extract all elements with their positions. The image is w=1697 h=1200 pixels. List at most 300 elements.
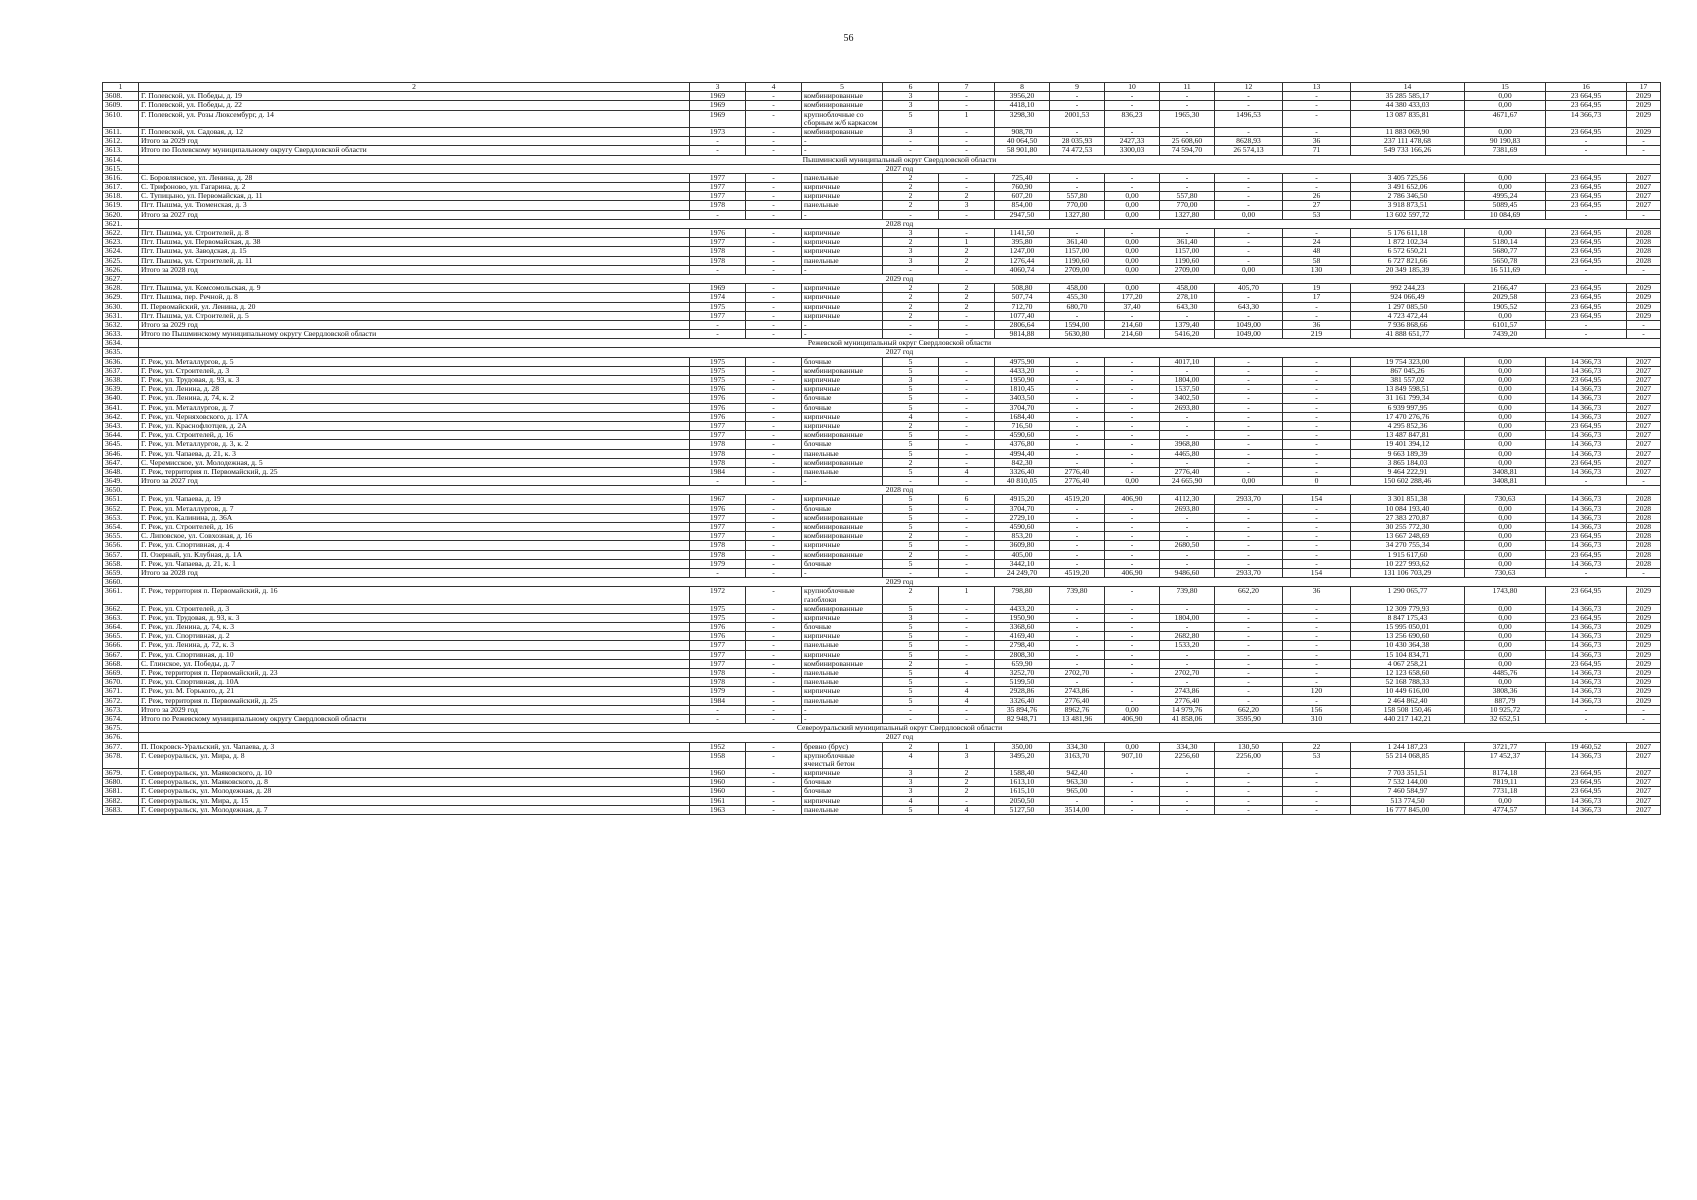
value-cell: 2 (883, 311, 939, 320)
value-cell: 71 (1283, 146, 1351, 155)
value-cell: 5 (883, 440, 939, 449)
value-cell: 214,60 (1105, 320, 1160, 329)
wall-material-cell: кирпичные (802, 495, 883, 504)
value-cell: - (939, 632, 995, 641)
value-cell: 0,00 (1465, 376, 1546, 385)
value-cell: 4433,20 (995, 604, 1050, 613)
value-cell: - (1050, 541, 1105, 550)
value-cell: - (1215, 604, 1283, 613)
value-cell: 10 227 993,62 (1351, 559, 1465, 568)
value-cell: 1 872 102,34 (1351, 238, 1465, 247)
value-cell: 90 190,83 (1465, 137, 1546, 146)
value-cell: - (690, 568, 746, 577)
value-cell: 3298,30 (995, 110, 1050, 127)
value-cell: - (1050, 101, 1105, 110)
wall-material-cell: - (802, 320, 883, 329)
value-cell: 854,00 (995, 201, 1050, 210)
value-cell: - (1283, 559, 1351, 568)
value-cell: 1967 (690, 495, 746, 504)
value-cell: 23 664,95 (1546, 769, 1627, 778)
value-cell: - (1283, 550, 1351, 559)
value-cell: 23 664,95 (1546, 247, 1627, 256)
table-row (103, 431, 1661, 440)
value-cell: 3609,80 (995, 541, 1050, 550)
value-cell: 82 948,71 (995, 714, 1050, 723)
value-cell: 2028 (1627, 523, 1661, 532)
value-cell: 2027 (1627, 751, 1661, 768)
value-cell: 48 (1283, 247, 1351, 256)
value-cell: 965,00 (1050, 787, 1105, 796)
wall-material-cell: кирпичные (802, 311, 883, 320)
value-cell: 4671,67 (1465, 110, 1546, 127)
value-cell: - (1215, 92, 1283, 101)
value-cell: 2933,70 (1215, 568, 1283, 577)
value-cell: - (1160, 769, 1215, 778)
value-cell: 3968,80 (1160, 440, 1215, 449)
value-cell: - (939, 559, 995, 568)
value-cell: - (1105, 523, 1160, 532)
value-cell: 1958 (690, 751, 746, 768)
value-cell: - (746, 403, 802, 412)
value-cell: 2 (883, 587, 939, 604)
section-heading: 2029 год (139, 578, 1661, 587)
value-cell: 2928,86 (995, 687, 1050, 696)
value-cell: 1975 (690, 357, 746, 366)
value-cell: 0,00 (1465, 385, 1546, 394)
value-cell: 23 664,95 (1546, 550, 1627, 559)
value-cell: - (746, 192, 802, 201)
value-cell: - (1105, 805, 1160, 814)
value-cell: 35 285 585,17 (1351, 92, 1465, 101)
value-cell: - (1105, 550, 1160, 559)
value-cell: - (1215, 412, 1283, 421)
value-cell: 9814,88 (995, 330, 1050, 339)
value-cell: 1327,80 (1050, 210, 1105, 219)
row-number: 3664. (103, 623, 139, 632)
value-cell: 4 (939, 467, 995, 476)
table-row (103, 650, 1661, 659)
row-number: 3666. (103, 641, 139, 650)
value-cell: - (1627, 265, 1661, 274)
value-cell: - (1215, 467, 1283, 476)
value-cell: - (1050, 458, 1105, 467)
row-number: 3677. (103, 742, 139, 751)
row-number: 3673. (103, 705, 139, 714)
wall-material-cell: кирпичные (802, 687, 883, 696)
value-cell: - (746, 541, 802, 550)
value-cell: - (1283, 541, 1351, 550)
row-number: 3682. (103, 796, 139, 805)
address-cell: Пгт. Пышма, ул. Строителей, д. 5 (139, 311, 690, 320)
table-row (103, 751, 1661, 768)
value-cell: - (1050, 449, 1105, 458)
address-cell: Г. Реж, ул. Краснофлотцев, д. 2А (139, 421, 690, 430)
value-cell: 19 (1283, 284, 1351, 293)
value-cell: - (690, 137, 746, 146)
address-cell: С. Боровлянское, ул. Ленина, д. 28 (139, 173, 690, 182)
address-cell: Итого за 2027 год (139, 477, 690, 486)
value-cell: 5 (883, 623, 939, 632)
value-cell: 2028 (1627, 256, 1661, 265)
value-cell: 739,80 (1160, 587, 1215, 604)
value-cell: - (1160, 127, 1215, 136)
value-cell: 8962,76 (1050, 705, 1105, 714)
value-cell: 36 (1283, 320, 1351, 329)
value-cell: - (746, 504, 802, 513)
value-cell: 1977 (690, 513, 746, 522)
value-cell: 1978 (690, 440, 746, 449)
wall-material-cell: кирпичные (802, 293, 883, 302)
value-cell: - (1283, 458, 1351, 467)
wall-material-cell: - (802, 568, 883, 577)
wall-material-cell: крупноблочные со сборным ж/б каркасом (802, 110, 883, 127)
value-cell: 1976 (690, 412, 746, 421)
wall-material-cell: - (802, 210, 883, 219)
value-cell: - (1283, 787, 1351, 796)
value-cell: 2028 (1627, 541, 1661, 550)
value-cell: - (1215, 192, 1283, 201)
value-cell: - (1105, 458, 1160, 467)
wall-material-cell: комбинированные (802, 604, 883, 613)
value-cell: 4590,60 (995, 431, 1050, 440)
value-cell: 58 (1283, 256, 1351, 265)
value-cell: - (939, 513, 995, 522)
wall-material-cell: комбинированные (802, 127, 883, 136)
value-cell: 1974 (690, 293, 746, 302)
value-cell: - (939, 431, 995, 440)
value-cell: 1960 (690, 778, 746, 787)
address-cell: Г. Североуральск, ул. Молодежная, д. 28 (139, 787, 690, 796)
value-cell: - (1105, 403, 1160, 412)
value-cell: 2 (939, 778, 995, 787)
value-cell: 1977 (690, 311, 746, 320)
value-cell: 27 (1283, 201, 1351, 210)
wall-material-cell: кирпичные (802, 421, 883, 430)
value-cell: - (1215, 421, 1283, 430)
value-cell: - (1050, 412, 1105, 421)
value-cell: 6101,57 (1465, 320, 1546, 329)
value-cell: - (939, 550, 995, 559)
value-cell: - (939, 146, 995, 155)
wall-material-cell: - (802, 705, 883, 714)
value-cell: 2 (883, 550, 939, 559)
value-cell: - (1215, 376, 1283, 385)
value-cell: 26 (1283, 192, 1351, 201)
value-cell: 1247,00 (995, 247, 1050, 256)
value-cell: 730,63 (1465, 568, 1546, 577)
value-cell: - (1105, 173, 1160, 182)
value-cell: 0,00 (1465, 311, 1546, 320)
value-cell: - (1283, 311, 1351, 320)
section-heading: 2028 год (139, 219, 1661, 228)
value-cell: - (1215, 394, 1283, 403)
address-cell: Г. Реж, ул. Строителей, д. 3 (139, 604, 690, 613)
value-cell: 1975 (690, 366, 746, 375)
value-cell: - (1050, 523, 1105, 532)
address-cell: Г. Реж, ул. Спортивная, д. 2 (139, 632, 690, 641)
table-row (103, 238, 1661, 247)
value-cell: 3368,60 (995, 623, 1050, 632)
value-cell: - (1160, 678, 1215, 687)
wall-material-cell: блочные (802, 440, 883, 449)
value-cell: - (1160, 311, 1215, 320)
value-cell: - (1050, 183, 1105, 192)
value-cell: 2 (939, 284, 995, 293)
value-cell: 1960 (690, 787, 746, 796)
row-number: 3683. (103, 805, 139, 814)
value-cell: - (1105, 687, 1160, 696)
value-cell: 74 594,70 (1160, 146, 1215, 155)
value-cell: 2702,70 (1160, 669, 1215, 678)
column-number-header: 13 (1283, 83, 1351, 92)
value-cell: 2028 (1627, 238, 1661, 247)
value-cell: 5 (883, 394, 939, 403)
column-number-header: 12 (1215, 83, 1283, 92)
value-cell: - (1215, 458, 1283, 467)
value-cell: - (1283, 127, 1351, 136)
value-cell: 0 (1283, 477, 1351, 486)
row-number: 3669. (103, 669, 139, 678)
value-cell: 0,00 (1465, 632, 1546, 641)
value-cell: 5127,50 (995, 805, 1050, 814)
value-cell: - (746, 669, 802, 678)
value-cell: - (690, 330, 746, 339)
value-cell: 9486,60 (1160, 568, 1215, 577)
value-cell: - (746, 705, 802, 714)
value-cell: 14 366,73 (1546, 431, 1627, 440)
row-number: 3622. (103, 229, 139, 238)
row-number: 3647. (103, 458, 139, 467)
value-cell: - (1105, 366, 1160, 375)
value-cell: - (1105, 678, 1160, 687)
value-cell: 3403,50 (995, 394, 1050, 403)
value-cell: 458,00 (1050, 284, 1105, 293)
value-cell: 13 849 598,51 (1351, 385, 1465, 394)
value-cell: 3163,70 (1050, 751, 1105, 768)
value-cell: 5 (883, 495, 939, 504)
value-cell: - (1105, 412, 1160, 421)
table-row (103, 604, 1661, 613)
value-cell: - (1215, 311, 1283, 320)
value-cell: 1976 (690, 623, 746, 632)
value-cell: 53 (1283, 210, 1351, 219)
value-cell: - (939, 458, 995, 467)
value-cell: 16 511,69 (1465, 265, 1546, 274)
value-cell: - (746, 523, 802, 532)
address-cell: Г. Реж, ул. Металлургов, д. 3, к. 2 (139, 440, 690, 449)
value-cell: 659,90 (995, 659, 1050, 668)
wall-material-cell: комбинированные (802, 550, 883, 559)
row-number: 3650. (103, 486, 139, 495)
value-cell: 3514,00 (1050, 805, 1105, 814)
value-cell: - (1105, 421, 1160, 430)
value-cell: 12 123 658,60 (1351, 669, 1465, 678)
value-cell: - (746, 146, 802, 155)
value-cell: - (939, 210, 995, 219)
section-heading: Режевской муниципальный округ Свердловской области (139, 339, 1661, 348)
value-cell: 23 664,95 (1546, 532, 1627, 541)
value-cell: - (1105, 101, 1160, 110)
row-number: 3612. (103, 137, 139, 146)
value-cell: 23 664,95 (1546, 376, 1627, 385)
value-cell: 2027 (1627, 458, 1661, 467)
value-cell: 2027 (1627, 769, 1661, 778)
value-cell: - (746, 357, 802, 366)
value-cell: - (939, 92, 995, 101)
value-cell: - (1283, 440, 1351, 449)
value-cell: - (1105, 513, 1160, 522)
value-cell: 278,10 (1160, 293, 1215, 302)
value-cell: - (1627, 137, 1661, 146)
table-row (103, 92, 1661, 101)
value-cell: 44 380 433,03 (1351, 101, 1465, 110)
value-cell: 3326,40 (995, 467, 1050, 476)
value-cell: - (1215, 440, 1283, 449)
address-cell: Г. Североуральск, ул. Молодежная, д. 7 (139, 805, 690, 814)
value-cell: 6 572 650,21 (1351, 247, 1465, 256)
value-cell: 0,00 (1465, 650, 1546, 659)
row-number: 3623. (103, 238, 139, 247)
wall-material-cell: комбинированные (802, 659, 883, 668)
row-number: 3651. (103, 495, 139, 504)
row-number: 3619. (103, 201, 139, 210)
value-cell: 557,80 (1050, 192, 1105, 201)
value-cell: 13 481,96 (1050, 714, 1105, 723)
table-row (103, 769, 1661, 778)
value-cell: - (1050, 421, 1105, 430)
value-cell: - (746, 467, 802, 476)
address-cell: Г. Реж, ул. Трудовая, д. 93, к. 3 (139, 376, 690, 385)
value-cell: - (1050, 311, 1105, 320)
wall-material-cell: - (802, 137, 883, 146)
value-cell: - (1283, 604, 1351, 613)
value-cell: 1 (939, 238, 995, 247)
value-cell: - (1160, 513, 1215, 522)
value-cell: - (1627, 477, 1661, 486)
value-cell: 154 (1283, 568, 1351, 577)
address-cell: Г. Реж, ул. Металлургов, д. 7 (139, 403, 690, 412)
address-cell: Г. Реж, ул. Калинина, д. 36А (139, 513, 690, 522)
value-cell: - (939, 796, 995, 805)
row-number: 3626. (103, 265, 139, 274)
wall-material-cell: комбинированные (802, 92, 883, 101)
section-heading: 2028 год (139, 486, 1661, 495)
value-cell: 1977 (690, 421, 746, 430)
value-cell: 3721,77 (1465, 742, 1546, 751)
value-cell: 9 663 189,39 (1351, 449, 1465, 458)
section-heading-row (103, 274, 1661, 283)
value-cell: - (1050, 623, 1105, 632)
value-cell: - (746, 449, 802, 458)
value-cell: 662,20 (1215, 705, 1283, 714)
value-cell: - (1215, 247, 1283, 256)
column-number-header: 1 (103, 83, 139, 92)
value-cell: 5416,20 (1160, 330, 1215, 339)
value-cell: 26 574,13 (1215, 146, 1283, 155)
address-cell: П. Озерный, ул. Клубная, д. 1А (139, 550, 690, 559)
value-cell: - (1105, 696, 1160, 705)
value-cell: 158 508 150,46 (1351, 705, 1465, 714)
value-cell: 1 915 617,60 (1351, 550, 1465, 559)
value-cell: 16 777 845,00 (1351, 805, 1465, 814)
value-cell: 3 (883, 247, 939, 256)
value-cell: - (1215, 513, 1283, 522)
value-cell: 23 664,95 (1546, 458, 1627, 467)
value-cell: - (939, 137, 995, 146)
value-cell: - (746, 659, 802, 668)
value-cell: - (746, 238, 802, 247)
value-cell: - (746, 183, 802, 192)
value-cell: 7819,11 (1465, 778, 1546, 787)
value-cell: - (883, 705, 939, 714)
value-cell: 2947,50 (995, 210, 1050, 219)
value-cell: 14 366,73 (1546, 394, 1627, 403)
value-cell: 2001,53 (1050, 110, 1105, 127)
row-number: 3668. (103, 659, 139, 668)
value-cell: 7 460 584,97 (1351, 787, 1465, 796)
value-cell: 23 664,95 (1546, 229, 1627, 238)
value-cell: - (1160, 787, 1215, 796)
value-cell: - (939, 330, 995, 339)
value-cell: 156 (1283, 705, 1351, 714)
value-cell: 2 (883, 293, 939, 302)
value-cell: 2776,40 (1160, 696, 1215, 705)
value-cell: 5 (883, 467, 939, 476)
row-number: 3613. (103, 146, 139, 155)
value-cell: - (883, 320, 939, 329)
address-cell: С. Липовское, ул. Совхозная, д. 16 (139, 532, 690, 541)
value-cell: 440 217 142,21 (1351, 714, 1465, 723)
value-cell: - (1105, 467, 1160, 476)
table-row (103, 320, 1661, 329)
value-cell: 14 366,73 (1546, 669, 1627, 678)
address-cell: Г. Реж, ул. Спортивная, д. 10А (139, 678, 690, 687)
value-cell: 17 470 276,76 (1351, 412, 1465, 421)
value-cell: 5 (883, 696, 939, 705)
value-cell: 1978 (690, 669, 746, 678)
value-cell: 4994,40 (995, 449, 1050, 458)
value-cell: - (1215, 805, 1283, 814)
value-cell: 2028 (1627, 550, 1661, 559)
wall-material-cell: - (802, 714, 883, 723)
address-cell: Г. Реж, территория п. Первомайский, д. 25 (139, 467, 690, 476)
value-cell: 0,00 (1465, 513, 1546, 522)
table-row (103, 495, 1661, 504)
value-cell: 10 084,69 (1465, 210, 1546, 219)
row-number: 3680. (103, 778, 139, 787)
table-row (103, 403, 1661, 412)
value-cell: 2029 (1627, 623, 1661, 632)
value-cell: 0,00 (1465, 559, 1546, 568)
value-cell: - (1215, 659, 1283, 668)
value-cell: - (1215, 632, 1283, 641)
value-cell: 2029 (1627, 613, 1661, 622)
value-cell: 662,20 (1215, 587, 1283, 604)
value-cell: 907,10 (1105, 751, 1160, 768)
value-cell: 23 664,95 (1546, 311, 1627, 320)
value-cell: 730,63 (1465, 495, 1546, 504)
value-cell: 2 (883, 302, 939, 311)
value-cell: - (1105, 604, 1160, 613)
wall-material-cell: кирпичные (802, 183, 883, 192)
column-number-header: 15 (1465, 83, 1546, 92)
value-cell: - (939, 449, 995, 458)
value-cell: - (1283, 504, 1351, 513)
value-cell: 1141,50 (995, 229, 1050, 238)
value-cell: 10 084 193,40 (1351, 504, 1465, 513)
value-cell: 3704,70 (995, 403, 1050, 412)
value-cell: 725,40 (995, 173, 1050, 182)
